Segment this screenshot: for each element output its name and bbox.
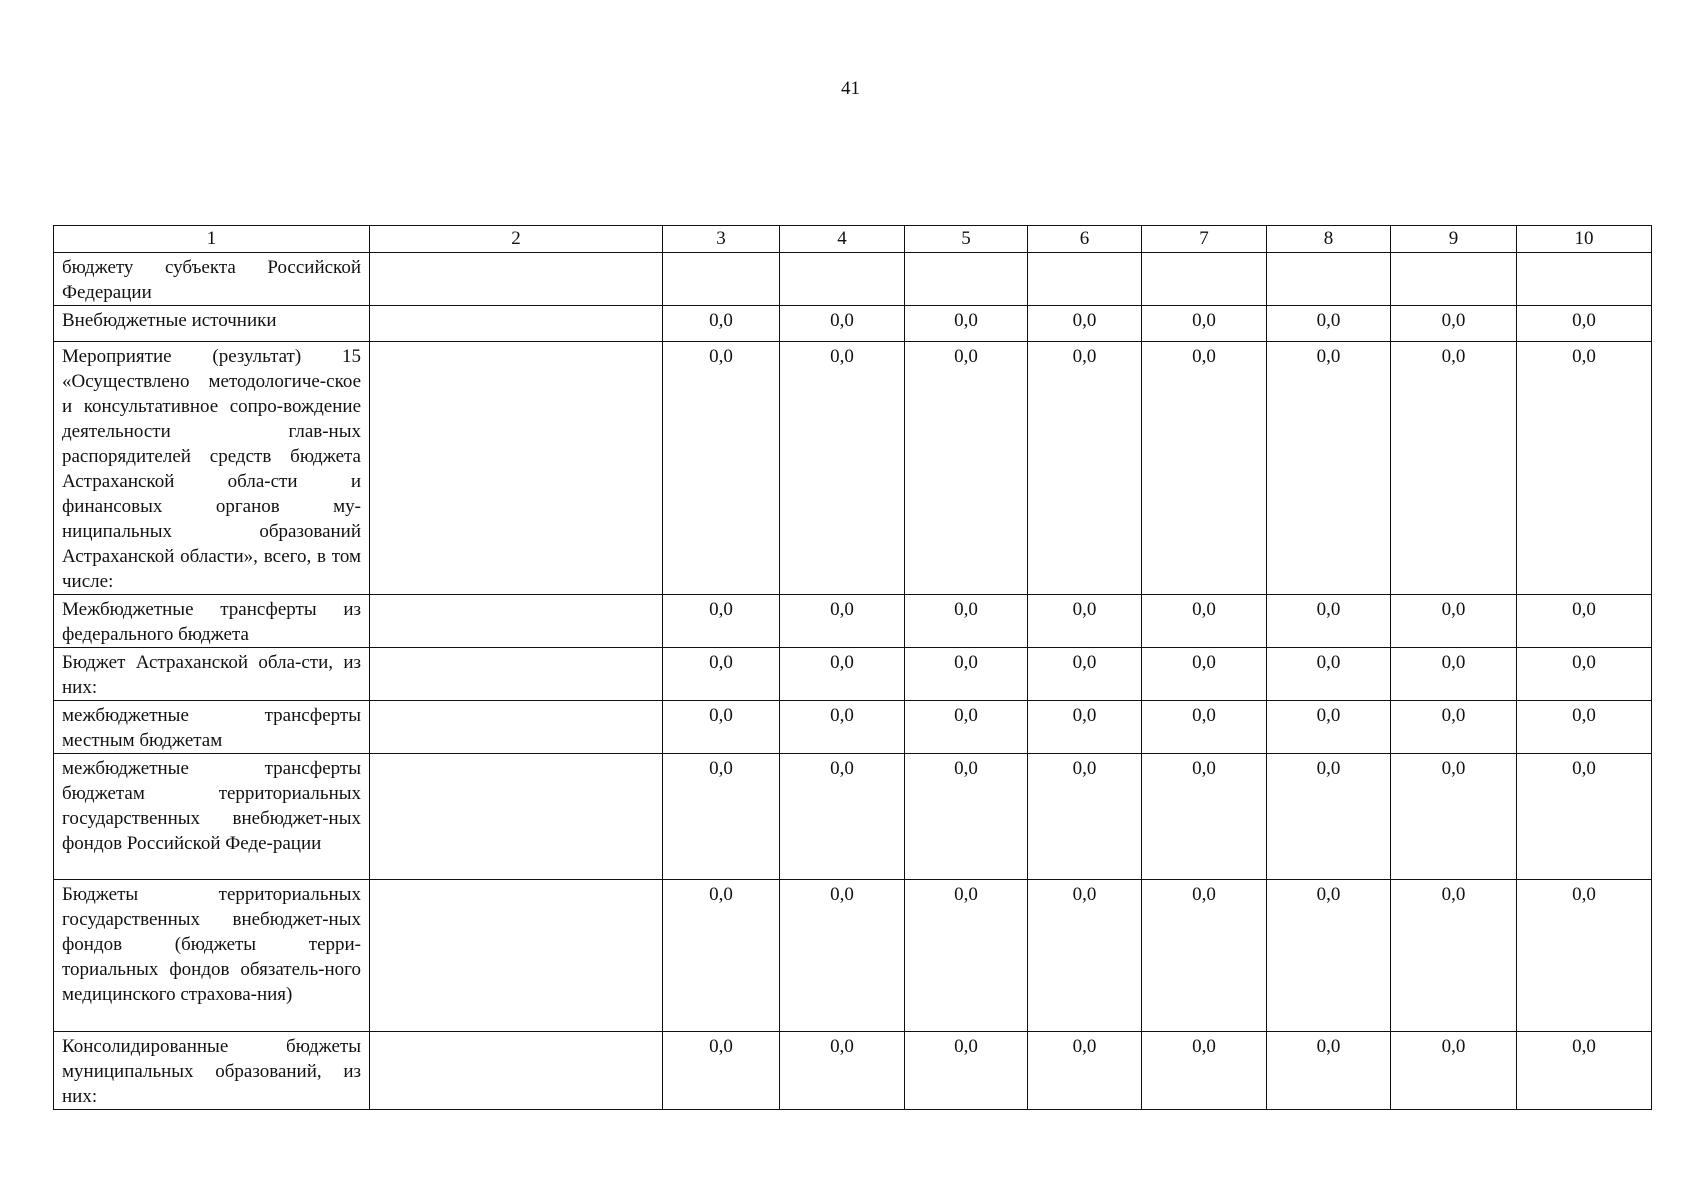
column-header-10: 10 [1517, 226, 1652, 253]
row-cell-col2 [370, 342, 663, 595]
column-header-1: 1 [54, 226, 370, 253]
row-value: 0,0 [1517, 342, 1652, 595]
row-value: 0,0 [663, 701, 780, 754]
row-value: 0,0 [1517, 701, 1652, 754]
row-value: 0,0 [780, 595, 905, 648]
table-row [54, 1032, 1652, 1110]
row-value: 0,0 [780, 342, 905, 595]
table-row [54, 253, 1652, 306]
column-header-4: 4 [780, 226, 905, 253]
row-name: межбюджетные трансферты бюджетам территориальных государственных внебюджет-ных фондов Российской Феде-рации [54, 754, 370, 880]
row-value: 0,0 [1142, 880, 1267, 1032]
row-value: 0,0 [1517, 595, 1652, 648]
table-row [54, 880, 1652, 1032]
column-header-6: 6 [1028, 226, 1142, 253]
row-cell-col2 [370, 880, 663, 1032]
row-value: 0,0 [1267, 701, 1391, 754]
row-value: 0,0 [1267, 1032, 1391, 1110]
row-name: Консолидированные бюджеты муниципальных образований, из них: [54, 1032, 370, 1110]
row-value: 0,0 [663, 1032, 780, 1110]
table-row [54, 754, 1652, 880]
row-value: 0,0 [663, 754, 780, 880]
row-cell-col2 [370, 1032, 663, 1110]
row-value: 0,0 [905, 595, 1028, 648]
row-value: 0,0 [1391, 880, 1517, 1032]
row-value: 0,0 [780, 648, 905, 701]
row-value: 0,0 [1267, 342, 1391, 595]
row-name: Бюджеты территориальных государственных внебюджет-ных фондов (бюджеты терри-ториальных фондов обязатель-ного медицинского страхова-ния) [54, 880, 370, 1032]
row-value: 0,0 [905, 342, 1028, 595]
row-value [1517, 253, 1652, 306]
column-header-7: 7 [1142, 226, 1267, 253]
row-value: 0,0 [780, 754, 905, 880]
row-value: 0,0 [1517, 1032, 1652, 1110]
row-value: 0,0 [1391, 342, 1517, 595]
row-value: 0,0 [1142, 701, 1267, 754]
row-value: 0,0 [1142, 342, 1267, 595]
column-header-2: 2 [370, 226, 663, 253]
row-value: 0,0 [780, 1032, 905, 1110]
row-value: 0,0 [663, 648, 780, 701]
table-row [54, 701, 1652, 754]
column-header-8: 8 [1267, 226, 1391, 253]
row-cell-col2 [370, 595, 663, 648]
row-value: 0,0 [905, 754, 1028, 880]
row-name: Межбюджетные трансферты из федерального бюджета [54, 595, 370, 648]
row-value: 0,0 [1028, 701, 1142, 754]
row-value: 0,0 [1142, 648, 1267, 701]
row-value: 0,0 [663, 880, 780, 1032]
row-value: 0,0 [1517, 648, 1652, 701]
column-header-3: 3 [663, 226, 780, 253]
row-value [1267, 253, 1391, 306]
row-value: 0,0 [663, 306, 780, 342]
row-value: 0,0 [1028, 1032, 1142, 1110]
row-cell-col2 [370, 754, 663, 880]
table-row [54, 306, 1652, 342]
row-value [1391, 253, 1517, 306]
row-cell-col2 [370, 253, 663, 306]
row-value [1142, 253, 1267, 306]
row-value: 0,0 [1391, 754, 1517, 880]
row-value: 0,0 [1142, 1032, 1267, 1110]
row-value: 0,0 [905, 880, 1028, 1032]
row-value: 0,0 [1391, 701, 1517, 754]
row-name: Внебюджетные источники [54, 306, 370, 342]
row-value: 0,0 [905, 701, 1028, 754]
page-number: 41 [841, 78, 860, 99]
column-header-5: 5 [905, 226, 1028, 253]
row-value: 0,0 [1391, 595, 1517, 648]
table-row [54, 342, 1652, 595]
row-value: 0,0 [1028, 342, 1142, 595]
budget-table [53, 225, 1652, 1110]
row-cell-col2 [370, 701, 663, 754]
row-value: 0,0 [1142, 754, 1267, 880]
row-value [1028, 253, 1142, 306]
row-value: 0,0 [780, 701, 905, 754]
row-value: 0,0 [780, 880, 905, 1032]
row-value [905, 253, 1028, 306]
row-value: 0,0 [1028, 648, 1142, 701]
row-value: 0,0 [1391, 306, 1517, 342]
row-value: 0,0 [1028, 880, 1142, 1032]
row-value: 0,0 [1028, 754, 1142, 880]
row-value: 0,0 [780, 306, 905, 342]
row-name: Мероприятие (результат) 15 «Осуществлено методологиче-ское и консультативное сопро-вождение деятельности глав-ных распорядителей средств бюджета Астраханской обла-сти и финансовых органов му-ниципальных образований Астраханской области», всего, в том числе: [54, 342, 370, 595]
row-value [780, 253, 905, 306]
row-name: бюджету субъекта Российской Федерации [54, 253, 370, 306]
row-value: 0,0 [905, 648, 1028, 701]
row-value: 0,0 [663, 595, 780, 648]
row-value: 0,0 [1391, 648, 1517, 701]
row-value: 0,0 [1267, 648, 1391, 701]
row-value: 0,0 [663, 342, 780, 595]
row-value: 0,0 [1028, 306, 1142, 342]
row-value: 0,0 [1142, 306, 1267, 342]
row-value: 0,0 [1517, 754, 1652, 880]
table-row [54, 595, 1652, 648]
row-value: 0,0 [1267, 306, 1391, 342]
row-value: 0,0 [1517, 306, 1652, 342]
row-value: 0,0 [1142, 595, 1267, 648]
table-row [54, 648, 1652, 701]
row-name: межбюджетные трансферты местным бюджетам [54, 701, 370, 754]
row-value: 0,0 [905, 306, 1028, 342]
row-cell-col2 [370, 306, 663, 342]
row-value: 0,0 [1391, 1032, 1517, 1110]
row-name: Бюджет Астраханской обла-сти, из них: [54, 648, 370, 701]
row-value: 0,0 [1267, 880, 1391, 1032]
row-value: 0,0 [1267, 754, 1391, 880]
row-value: 0,0 [1267, 595, 1391, 648]
row-value [663, 253, 780, 306]
table-header-row [54, 226, 1652, 253]
column-header-9: 9 [1391, 226, 1517, 253]
row-cell-col2 [370, 648, 663, 701]
row-value: 0,0 [905, 1032, 1028, 1110]
row-value: 0,0 [1028, 595, 1142, 648]
row-value: 0,0 [1517, 880, 1652, 1032]
